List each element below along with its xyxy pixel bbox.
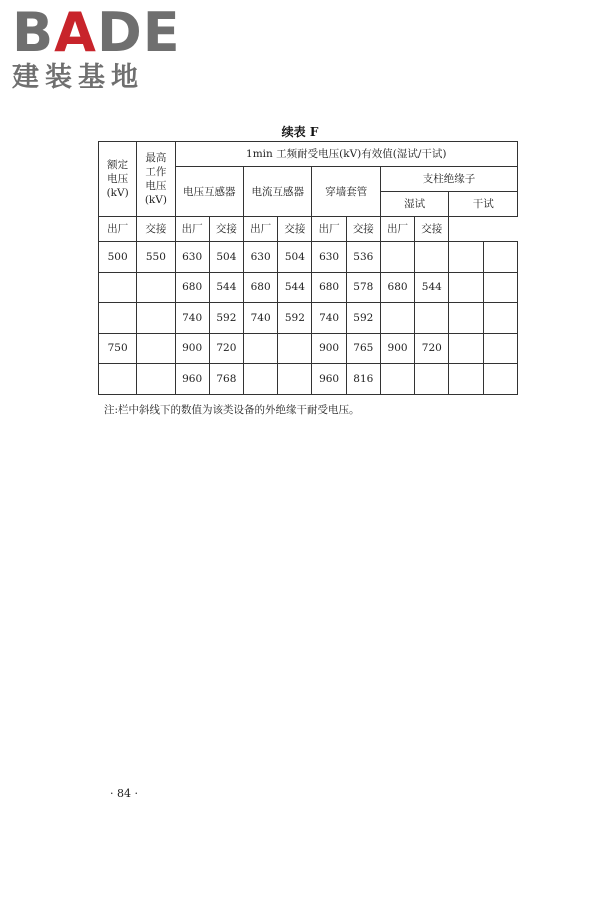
cell-dry-factory <box>449 242 483 273</box>
cell-wet-factory <box>380 303 414 334</box>
header-handover: 交接 <box>209 217 243 242</box>
header-rated-voltage: 额定 电压 (kV) <box>99 142 137 217</box>
cell-wet-factory <box>380 364 414 395</box>
cell-wet-factory: 680 <box>380 272 414 303</box>
cell-ct-factory: 680 <box>244 272 278 303</box>
cell-rated-voltage <box>99 364 137 395</box>
cell-vt-factory: 900 <box>175 333 209 364</box>
cell-ct-handover: 592 <box>278 303 312 334</box>
cell-ct-factory: 630 <box>244 242 278 273</box>
cell-wet-factory: 900 <box>380 333 414 364</box>
cell-bushing-factory: 630 <box>312 242 346 273</box>
cell-dry-handover <box>483 272 517 303</box>
cell-dry-factory <box>449 303 483 334</box>
cell-bushing-factory: 740 <box>312 303 346 334</box>
header-factory: 出厂 <box>175 217 209 242</box>
header-factory: 出厂 <box>244 217 278 242</box>
header-post-insulator: 支柱绝缘子 <box>380 167 517 192</box>
header-withstand-voltage-group: 1min 工频耐受电压(kV)有效值(湿试/干试) <box>175 142 517 167</box>
header-dry-test: 干试 <box>449 192 518 217</box>
cell-dry-factory <box>449 333 483 364</box>
cell-max-voltage <box>137 333 175 364</box>
cell-ct-factory <box>244 364 278 395</box>
cell-vt-handover: 592 <box>209 303 243 334</box>
cell-wet-handover <box>415 303 449 334</box>
cell-ct-factory <box>244 333 278 364</box>
header-handover: 交接 <box>415 217 449 242</box>
header-handover: 交接 <box>346 217 380 242</box>
cell-vt-handover: 720 <box>209 333 243 364</box>
cell-bushing-handover: 592 <box>346 303 380 334</box>
logo-wordmark: BADE <box>12 1 181 64</box>
header-wet-test: 湿试 <box>380 192 448 217</box>
cell-ct-factory: 740 <box>244 303 278 334</box>
table-title: 续表 F <box>281 125 319 139</box>
cell-max-voltage <box>137 364 175 395</box>
cell-dry-handover <box>483 333 517 364</box>
cell-vt-handover: 544 <box>209 272 243 303</box>
cell-ct-handover <box>278 333 312 364</box>
cell-vt-factory: 680 <box>175 272 209 303</box>
header-factory: 出厂 <box>312 217 346 242</box>
header-handover: 交接 <box>137 217 175 242</box>
cell-vt-handover: 504 <box>209 242 243 273</box>
table-row <box>99 364 518 395</box>
cell-rated-voltage <box>99 272 137 303</box>
header-wall-bushing: 穿墙套管 <box>312 167 380 217</box>
bade-logo <box>12 1 181 94</box>
cell-bushing-handover: 765 <box>346 333 380 364</box>
header-factory: 出厂 <box>380 217 414 242</box>
cell-ct-handover: 544 <box>278 272 312 303</box>
cell-ct-handover: 504 <box>278 242 312 273</box>
cell-vt-handover: 768 <box>209 364 243 395</box>
cell-vt-factory: 740 <box>175 303 209 334</box>
cell-max-voltage: 550 <box>137 242 175 273</box>
cell-wet-handover <box>415 364 449 395</box>
cell-vt-factory: 630 <box>175 242 209 273</box>
cell-wet-handover <box>415 242 449 273</box>
cell-bushing-factory: 900 <box>312 333 346 364</box>
cell-dry-factory <box>449 364 483 395</box>
cell-bushing-factory: 680 <box>312 272 346 303</box>
header-handover: 交接 <box>278 217 312 242</box>
header-current-transformer: 电流互感器 <box>244 167 312 217</box>
cell-dry-handover <box>483 242 517 273</box>
cell-dry-handover <box>483 303 517 334</box>
cell-vt-factory: 960 <box>175 364 209 395</box>
cell-bushing-handover: 578 <box>346 272 380 303</box>
cell-rated-voltage: 750 <box>99 333 137 364</box>
table-row <box>99 303 518 334</box>
cell-dry-factory <box>449 272 483 303</box>
page-number: · 84 · <box>110 787 138 800</box>
header-factory: 出厂 <box>99 217 137 242</box>
withstand-voltage-table <box>98 141 518 395</box>
cell-rated-voltage: 500 <box>99 242 137 273</box>
cell-wet-handover: 720 <box>415 333 449 364</box>
cell-wet-handover: 544 <box>415 272 449 303</box>
cell-bushing-handover: 536 <box>346 242 380 273</box>
header-max-working-voltage: 最高 工作 电压 (kV) <box>137 142 175 217</box>
cell-bushing-handover: 816 <box>346 364 380 395</box>
cell-bushing-factory: 960 <box>312 364 346 395</box>
cell-max-voltage <box>137 272 175 303</box>
logo-subtitle: 建装基地 <box>12 62 144 93</box>
table-row <box>99 272 518 303</box>
table-footnote: 注:栏中斜线下的数值为该类设备的外绝缘干耐受电压。 <box>104 404 360 416</box>
cell-max-voltage <box>137 303 175 334</box>
cell-ct-handover <box>278 364 312 395</box>
cell-rated-voltage <box>99 303 137 334</box>
table-row <box>99 242 518 273</box>
cell-dry-handover <box>483 364 517 395</box>
table-row <box>99 333 518 364</box>
header-voltage-transformer: 电压互感器 <box>175 167 243 217</box>
cell-wet-factory <box>380 242 414 273</box>
